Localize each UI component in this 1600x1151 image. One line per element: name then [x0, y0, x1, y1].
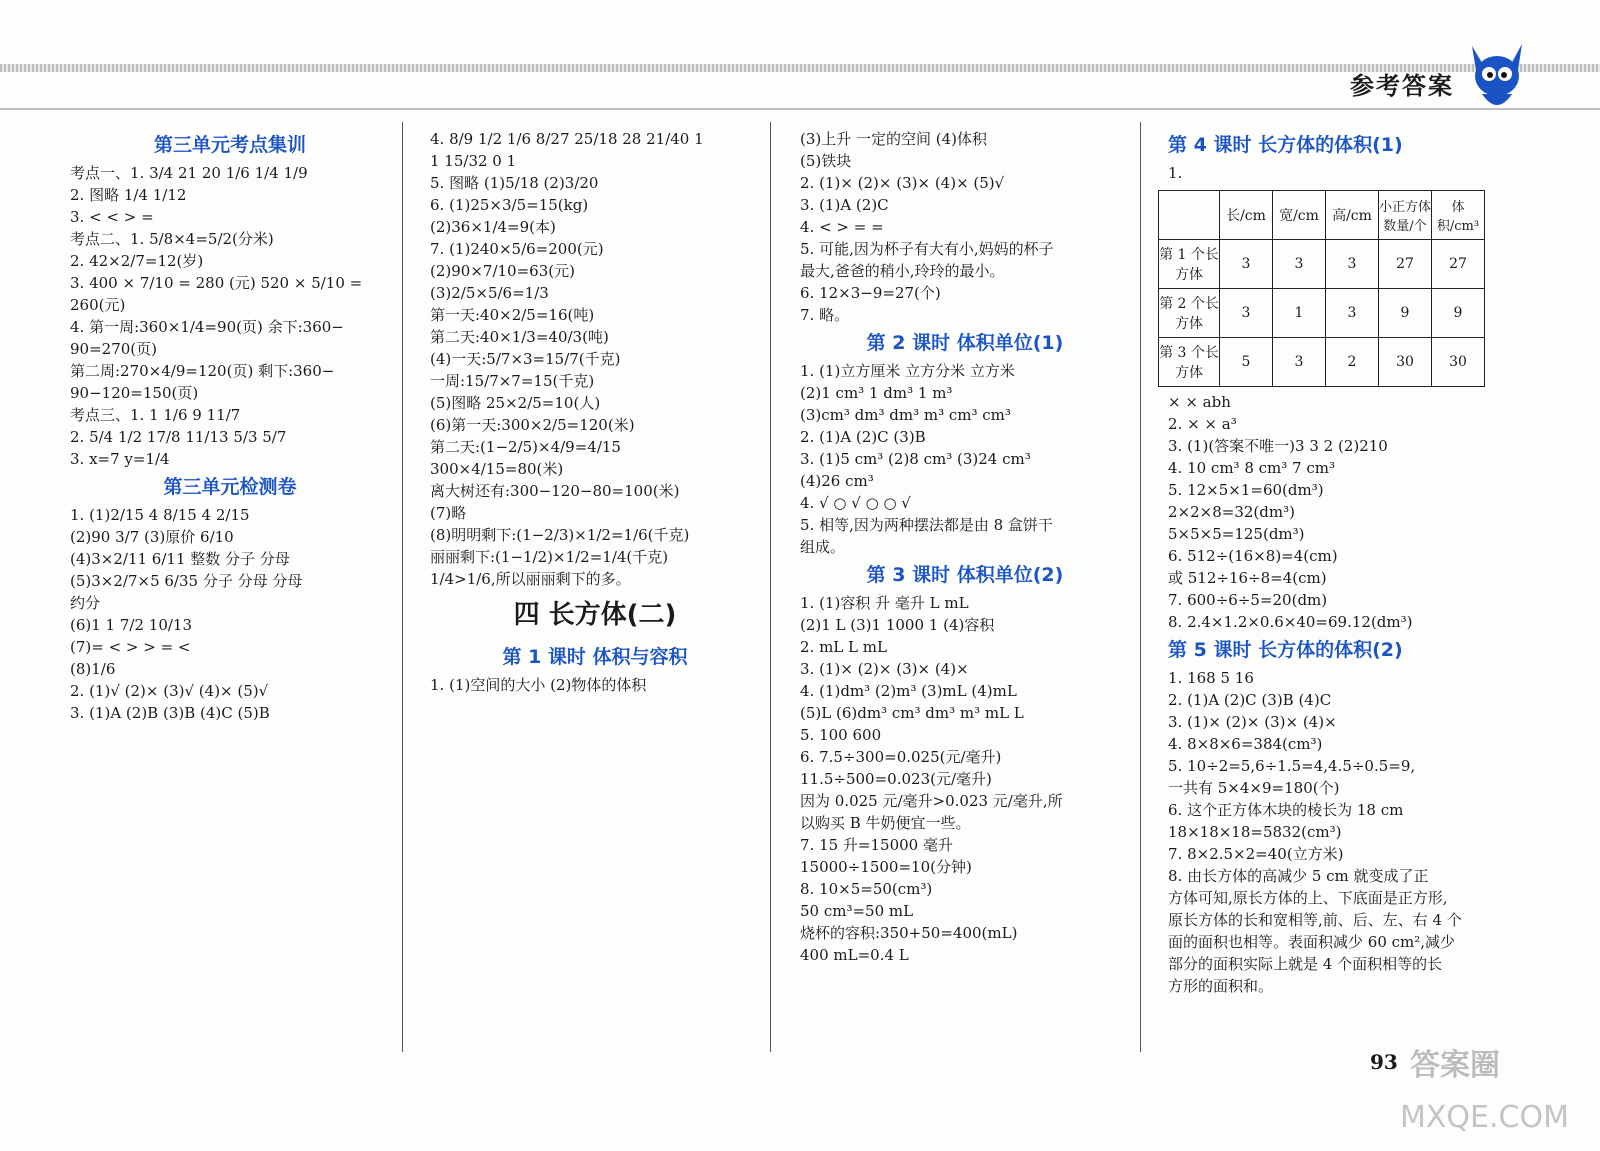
answer-line: 一共有 5×4×9=180(个): [1168, 779, 1340, 797]
answer-line: 1. 168 5 16: [1168, 669, 1254, 687]
answer-line: 第二天:(1−2/5)×4/9=4/15: [430, 438, 621, 456]
column-divider: [770, 122, 771, 1052]
answer-line: 1. (1)立方厘米 立方分米 立方米: [800, 362, 1015, 380]
answer-line: 2. 图略 1/4 1/12: [70, 186, 187, 204]
answer-line: 2. 42×2/7=12(岁): [70, 252, 204, 270]
table-cell: 27: [1432, 240, 1485, 289]
answer-line: 考点三、1. 1 1/6 9 11/7: [70, 406, 241, 424]
answer-line: 50 cm³=50 mL: [800, 902, 914, 920]
answer-line: 5. 12×5×1=60(dm³): [1168, 481, 1324, 499]
answer-line: 1.: [1168, 164, 1183, 182]
answer-line: 丽丽剩下:(1−1/2)×1/2=1/4(千克): [430, 548, 669, 566]
answer-line: 5. 图略 (1)5/18 (2)3/20: [430, 174, 599, 192]
answer-line: 3. 400 × 7/10 = 280 (元) 520 × 5/10 =: [70, 274, 363, 292]
mascot-icon: [1462, 36, 1532, 116]
answer-line: 部分的面积实际上就是 4 个面积相等的长: [1168, 955, 1443, 973]
answer-column-4: [1159, 128, 1508, 997]
table-cell: 3: [1326, 240, 1379, 289]
answer-line: 4. 8×8×6=384(cm³): [1168, 735, 1323, 753]
table-row: [1159, 289, 1485, 338]
answer-line: 300×4/15=80(米): [430, 460, 564, 478]
answer-line: × × abh: [1168, 393, 1231, 411]
table-header-cell: 高/cm: [1326, 191, 1379, 240]
answer-line: (2)90×7/10=63(元): [430, 262, 575, 280]
section-heading: 第 5 课时 长方体的体积(2): [1168, 639, 1403, 661]
answer-line: 考点一、1. 3/4 21 20 1/6 1/4 1/9: [70, 164, 308, 182]
answer-line: 5. 可能,因为杯子有大有小,妈妈的杯子: [800, 240, 1054, 258]
answer-line: 3. (1)× (2)× (3)× (4)×: [1168, 713, 1337, 731]
table-cell: 第 2 个长方体: [1159, 289, 1220, 338]
answer-line: 1. (1)空间的大小 (2)物体的体积: [430, 676, 647, 694]
answer-line: (2)1 cm³ 1 dm³ 1 m³: [800, 384, 953, 402]
table-cell: 3: [1220, 240, 1273, 289]
watermark-logo: 答案圈: [1410, 1048, 1500, 1083]
answer-line: 2. × × a³: [1168, 415, 1237, 433]
answer-line: (3)上升 一定的空间 (4)体积: [800, 130, 988, 148]
section-heading: 第三单元考点集训: [153, 134, 306, 156]
answer-line: 5. 10÷2=5,6÷1.5=4,4.5÷0.5=9,: [1168, 757, 1416, 775]
table-cell: 3: [1273, 240, 1326, 289]
answer-line: 6. 7.5÷300=0.025(元/毫升): [800, 748, 1002, 766]
answer-line: 7. 略。: [800, 306, 850, 324]
answer-line: 或 512÷16÷8=4(cm): [1168, 569, 1327, 587]
section-heading: 第 3 课时 体积单位(2): [866, 564, 1064, 586]
answer-line: 烧杯的容积:350+50=400(mL): [800, 924, 1018, 942]
table-header-cell: 体积/cm³: [1432, 191, 1485, 240]
table-cell: 3: [1326, 289, 1379, 338]
answer-line: (3)2/5×5/6=1/3: [430, 284, 549, 302]
answer-line: 2. mL L mL: [800, 638, 887, 656]
section-heading: 第三单元检测卷: [163, 476, 297, 498]
answer-line: 组成。: [800, 538, 846, 556]
answer-line: 3. < < > =: [70, 208, 154, 226]
column-divider: [1140, 122, 1141, 1052]
table-cell: 30: [1432, 338, 1485, 387]
answer-column-1: [70, 128, 390, 724]
section-heading: 第 1 课时 体积与容积: [502, 646, 688, 668]
answer-line: 2×2×8=32(dm³): [1168, 503, 1295, 521]
table-header-cell: 长/cm: [1220, 191, 1273, 240]
table-cell: 5: [1220, 338, 1273, 387]
table-row: [1159, 338, 1485, 387]
answer-line: 原长方体的长和宽相等,前、后、左、右 4 个: [1168, 911, 1462, 929]
table-row: [1159, 240, 1485, 289]
answer-line: 3. (1)(答案不唯一)3 3 2 (2)210: [1168, 437, 1388, 455]
answer-line: 2. (1)√ (2)× (3)√ (4)× (5)√: [70, 682, 269, 700]
answer-line: 260(元): [70, 296, 126, 314]
answer-line: 3. (1)A (2)B (3)B (4)C (5)B: [70, 704, 270, 722]
answer-line: (4)一天:5/7×3=15/7(千克): [430, 350, 621, 368]
answer-line: 2. (1)A (2)C (3)B: [800, 428, 926, 446]
answer-line: 11.5÷500=0.023(元/毫升): [800, 770, 992, 788]
answer-line: (8)明明剩下:(1−2/3)×1/2=1/6(千克): [430, 526, 690, 544]
answer-column-3: [800, 128, 1130, 966]
answer-line: 8. 2.4×1.2×0.6×40=69.12(dm³): [1168, 613, 1413, 631]
table-cell: 30: [1379, 338, 1432, 387]
table-cell: 9: [1379, 289, 1432, 338]
answer-line: 18×18×18=5832(cm³): [1168, 823, 1342, 841]
answer-line: 7. 15 升=15000 毫升: [800, 836, 953, 854]
answer-column-2: [430, 128, 760, 696]
column-divider: [402, 122, 403, 1052]
table-header-cell: 小正方体数量/个: [1379, 191, 1432, 240]
page-header-title: 参考答案: [1350, 72, 1454, 100]
answer-line: 第二周:270×4/9=120(页) 剩下:360−: [70, 362, 335, 380]
answer-line: 考点二、1. 5/8×4=5/2(分米): [70, 230, 274, 248]
page-number: 93: [1370, 1050, 1398, 1074]
answer-line: (5)L (6)dm³ cm³ dm³ m³ mL L: [800, 704, 1024, 722]
answer-line: (8)1/6: [70, 660, 116, 678]
answer-line: 第二天:40×1/3=40/3(吨): [430, 328, 609, 346]
answer-line: 4. (1)dm³ (2)m³ (3)mL (4)mL: [800, 682, 1017, 700]
answer-line: 因为 0.025 元/毫升>0.023 元/毫升,所: [800, 792, 1063, 810]
answer-line: 1/4>1/6,所以丽丽剩下的多。: [430, 570, 631, 588]
table-cell: 第 1 个长方体: [1159, 240, 1220, 289]
answer-line: (2)90 3/7 (3)原价 6/10: [70, 528, 234, 546]
answer-line: 面的面积也相等。表面积减少 60 cm²,减少: [1168, 933, 1456, 951]
table-cell: 3: [1273, 338, 1326, 387]
answer-line: 4. √ ○ √ ○ ○ √: [800, 494, 911, 512]
chapter-heading: 四 长方体(二): [513, 600, 677, 630]
section-heading: 第 2 课时 体积单位(1): [866, 332, 1064, 354]
answer-line: (5)图略 25×2/5=10(人): [430, 394, 601, 412]
answer-line: 4. < > = =: [800, 218, 884, 236]
answer-line: (6)第一天:300×2/5=120(米): [430, 416, 635, 434]
volume-table: [1158, 190, 1485, 387]
table-header-cell: [1159, 191, 1220, 240]
answer-line: 一周:15/7×7=15(千克): [430, 372, 595, 390]
table-cell: 3: [1220, 289, 1273, 338]
answer-line: 约分: [70, 594, 101, 612]
answer-line: 6. 这个正方体木块的棱长为 18 cm: [1168, 801, 1404, 819]
answer-line: 7. 600÷6÷5=20(dm): [1168, 591, 1328, 609]
answer-line: 2. 5/4 1/2 17/8 11/13 5/3 5/7: [70, 428, 287, 446]
answer-line: 最大,爸爸的稍小,玲玲的最小。: [800, 262, 1005, 280]
answer-line: (7)略: [430, 504, 467, 522]
watermark-url: MXQE.COM: [1400, 1100, 1569, 1135]
table-header-cell: 宽/cm: [1273, 191, 1326, 240]
header-underline: [0, 108, 1600, 110]
answer-line: 离大树还有:300−120−80=100(米): [430, 482, 680, 500]
answer-line: 方形的面积和。: [1168, 977, 1274, 995]
answer-line: 第一天:40×2/5=16(吨): [430, 306, 595, 324]
answer-line: (3)cm³ dm³ dm³ m³ cm³ cm³: [800, 406, 1011, 424]
answer-line: (5)3×2/7×5 6/35 分子 分母 分母: [70, 572, 303, 590]
table-cell: 2: [1326, 338, 1379, 387]
answer-line: 3. (1)A (2)C: [800, 196, 889, 214]
answer-line: 3. x=7 y=1/4: [70, 450, 170, 468]
answer-line: 5×5×5=125(dm³): [1168, 525, 1305, 543]
answer-line: 3. (1)× (2)× (3)× (4)×: [800, 660, 969, 678]
answer-line: 6. (1)25×3/5=15(kg): [430, 196, 589, 214]
answer-line: 4. 10 cm³ 8 cm³ 7 cm³: [1168, 459, 1336, 477]
section-heading: 第 4 课时 长方体的体积(1): [1168, 134, 1403, 156]
answer-line: (5)铁块: [800, 152, 852, 170]
table-cell: 9: [1432, 289, 1485, 338]
table-cell: 27: [1379, 240, 1432, 289]
answer-line: 8. 10×5=50(cm³): [800, 880, 933, 898]
answer-line: 1. (1)容积 升 毫升 L mL: [800, 594, 969, 612]
answer-line: 2. (1)A (2)C (3)B (4)C: [1168, 691, 1332, 709]
answer-line: 8. 由长方体的高减少 5 cm 就变成了正: [1168, 867, 1429, 885]
answer-line: (7)= < > > = <: [70, 638, 191, 656]
answer-line: 4. 8/9 1/2 1/6 8/27 25/18 28 21/40 1: [430, 130, 704, 148]
answer-line: 方体可知,原长方体的上、下底面是正方形,: [1168, 889, 1448, 907]
answer-line: 1 15/32 0 1: [430, 152, 517, 170]
answer-line: 7. 8×2.5×2=40(立方米): [1168, 845, 1344, 863]
answer-line: 90=270(页): [70, 340, 157, 358]
answer-line: 5. 相等,因为两种摆法都是由 8 盒饼干: [800, 516, 1053, 534]
answer-line: 4. 第一周:360×1/4=90(页) 余下:360−: [70, 318, 344, 336]
answer-line: (2)36×1/4=9(本): [430, 218, 556, 236]
answer-line: (4)26 cm³: [800, 472, 874, 490]
answer-line: (4)3×2/11 6/11 整数 分子 分母: [70, 550, 290, 568]
answer-line: 90−120=150(页): [70, 384, 199, 402]
answer-line: 以购买 B 牛奶便宜一些。: [800, 814, 971, 832]
answer-line: 400 mL=0.4 L: [800, 946, 909, 964]
answer-line: 3. (1)5 cm³ (2)8 cm³ (3)24 cm³: [800, 450, 1031, 468]
answer-line: 5. 100 600: [800, 726, 882, 744]
table-cell: 第 3 个长方体: [1159, 338, 1220, 387]
answer-line: 6. 512÷(16×8)=4(cm): [1168, 547, 1338, 565]
answer-line: 1. (1)2/15 4 8/15 4 2/15: [70, 506, 250, 524]
answer-line: 6. 12×3−9=27(个): [800, 284, 941, 302]
table-cell: 1: [1273, 289, 1326, 338]
answer-line: 2. (1)× (2)× (3)× (4)× (5)√: [800, 174, 1005, 192]
answer-line: 7. (1)240×5/6=200(元): [430, 240, 604, 258]
answer-line: (2)1 L (3)1 1000 1 (4)容积: [800, 616, 995, 634]
answer-line: 15000÷1500=10(分钟): [800, 858, 972, 876]
answer-line: (6)1 1 7/2 10/13: [70, 616, 193, 634]
